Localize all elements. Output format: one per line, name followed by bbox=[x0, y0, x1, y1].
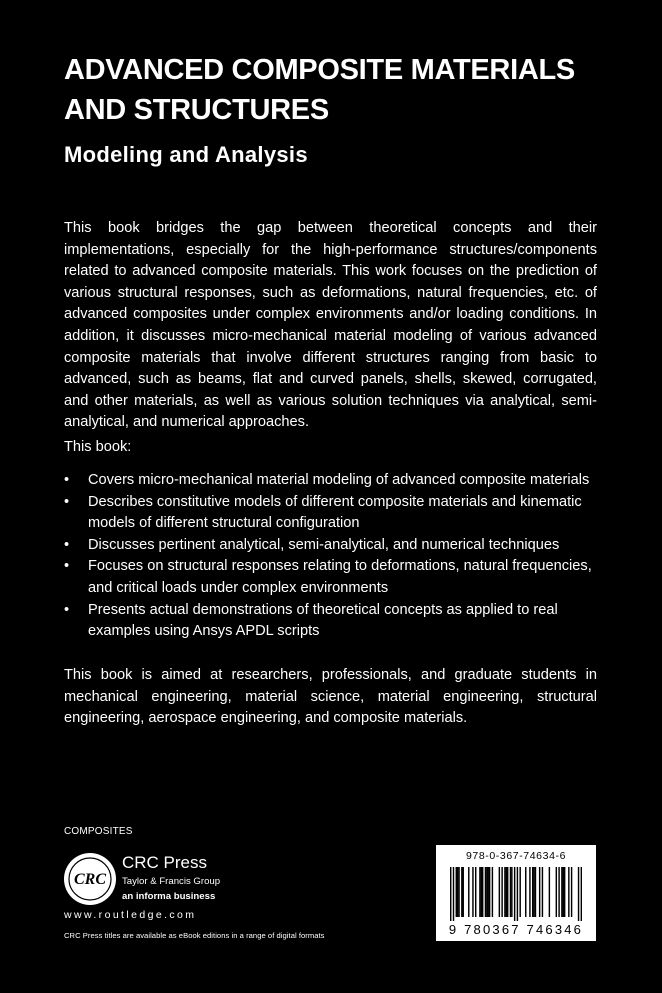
barcode-bar bbox=[564, 867, 565, 917]
bullet-icon: • bbox=[64, 472, 70, 488]
feature-list bbox=[64, 470, 597, 643]
barcode-bar bbox=[542, 867, 543, 917]
list-item-text: Focuses on structural responses relating to deformations, natural frequencies, and critical loads under complex environments bbox=[88, 558, 592, 596]
book-subtitle: Modeling and Analysis bbox=[64, 142, 308, 167]
publisher-sub: an informa business bbox=[122, 891, 216, 902]
barcode-bar bbox=[514, 867, 515, 921]
audience-paragraph: This book is aimed at researchers, professionals, and graduate students in mechanical engineering, material science, material engineering, structural engineering, aerospace engineering, and composite materials. bbox=[64, 667, 597, 727]
barcode-bar bbox=[578, 867, 579, 921]
barcode-bar bbox=[517, 867, 518, 921]
list-item bbox=[64, 535, 597, 557]
list-item bbox=[64, 556, 597, 599]
list-item-text: Covers micro-mechanical material modeling of advanced composite materials bbox=[88, 472, 590, 488]
barcode-bar bbox=[558, 867, 559, 917]
barcode-bar bbox=[511, 867, 512, 917]
isbn-number: 978-0-367-74634-6 bbox=[465, 850, 567, 862]
bullet-icon: • bbox=[64, 558, 70, 575]
barcode-bar bbox=[568, 867, 569, 917]
barcode-bar bbox=[539, 867, 540, 917]
barcode-bar bbox=[561, 867, 562, 917]
bullets-intro: This book: bbox=[64, 439, 132, 455]
book-title: ADVANCED COMPOSITE MATERIALS AND STRUCTURES bbox=[64, 54, 575, 126]
barcode-bar bbox=[556, 867, 557, 917]
barcode-bar bbox=[479, 867, 480, 917]
bullet-icon: • bbox=[64, 493, 70, 510]
list-item-text: Describes constitutive models of different composite materials and kinematic models of different structural configuration bbox=[88, 493, 582, 532]
barcode-bar bbox=[501, 867, 502, 917]
barcode-bar bbox=[482, 867, 483, 917]
list-item-text: Discusses pertinent analytical, semi-analytical, and numerical techniques bbox=[88, 536, 560, 553]
barcode-bar bbox=[533, 867, 534, 917]
list-item bbox=[64, 492, 597, 535]
list-item bbox=[64, 470, 597, 492]
crc-logo-icon bbox=[64, 853, 116, 905]
barcode-bar bbox=[532, 867, 533, 917]
crc-logo-text: CRC bbox=[73, 871, 107, 888]
list-item bbox=[64, 600, 597, 643]
barcode-bar bbox=[461, 867, 462, 917]
barcode-bar bbox=[486, 867, 487, 917]
barcode-bar bbox=[485, 867, 486, 917]
barcode-bar bbox=[525, 867, 526, 917]
barcode-bar bbox=[489, 867, 490, 917]
barcode-digits: 9 780367 746346 bbox=[448, 922, 584, 937]
barcode-bar bbox=[535, 867, 536, 917]
list-item-text: Presents actual demonstrations of theoretical concepts as applied to real examples using Ansys APDL scripts bbox=[88, 601, 558, 640]
isbn-barcode bbox=[436, 845, 596, 941]
barcode-bar bbox=[506, 867, 507, 917]
barcode-bar bbox=[510, 867, 511, 917]
barcode-bar bbox=[571, 867, 572, 917]
barcode-bars bbox=[450, 867, 582, 921]
description-paragraph: This book bridges the gap between theoretical concepts and their implementations, especially for the high-performance structures/components related to advanced composite materials. This work focuses on the prediction of various structural responses, such as deformations, natural frequencies, etc. of advanced composites under complex environments and/or loading conditions. In addition, it discusses micro-mechanical material modeling of various advanced composite materials that involve different structures ranging from basic to advanced, such as beams, flat and curved panels, shells, skewed, corrugated, and other materials, as well as various solution techniques via analytical, semi-analytical, and numerical approaches. bbox=[64, 220, 597, 431]
barcode-bar bbox=[472, 867, 473, 917]
barcode-bar bbox=[563, 867, 564, 917]
ebook-note: CRC Press titles are available as eBook editions in a range of digital formats bbox=[64, 931, 325, 940]
publisher-name: CRC Press bbox=[122, 853, 208, 872]
barcode-bar bbox=[492, 867, 493, 917]
subject-category: COMPOSITES bbox=[64, 826, 133, 837]
barcode-bar bbox=[481, 867, 482, 917]
barcode-bar bbox=[475, 867, 476, 917]
barcode-bar bbox=[529, 867, 530, 917]
barcode-bar bbox=[549, 867, 550, 917]
barcode-bar bbox=[458, 867, 459, 917]
barcode-bar bbox=[457, 867, 458, 917]
barcode-bar bbox=[581, 867, 582, 921]
barcode-bar bbox=[450, 867, 451, 921]
bullet-icon: • bbox=[64, 601, 70, 618]
barcode-bar bbox=[453, 867, 454, 921]
barcode-bar bbox=[519, 867, 520, 917]
barcode-bar bbox=[463, 867, 464, 917]
barcode-bar bbox=[507, 867, 508, 917]
bullet-icon: • bbox=[64, 536, 70, 553]
barcode-bar bbox=[504, 867, 505, 917]
barcode-bar bbox=[499, 867, 500, 917]
publisher-group: Taylor & Francis Group bbox=[122, 876, 221, 887]
publisher-website-link[interactable]: www.routledge.com bbox=[64, 909, 197, 921]
barcode-bar bbox=[456, 867, 457, 917]
barcode-bar bbox=[488, 867, 489, 917]
barcode-bar bbox=[468, 867, 469, 917]
